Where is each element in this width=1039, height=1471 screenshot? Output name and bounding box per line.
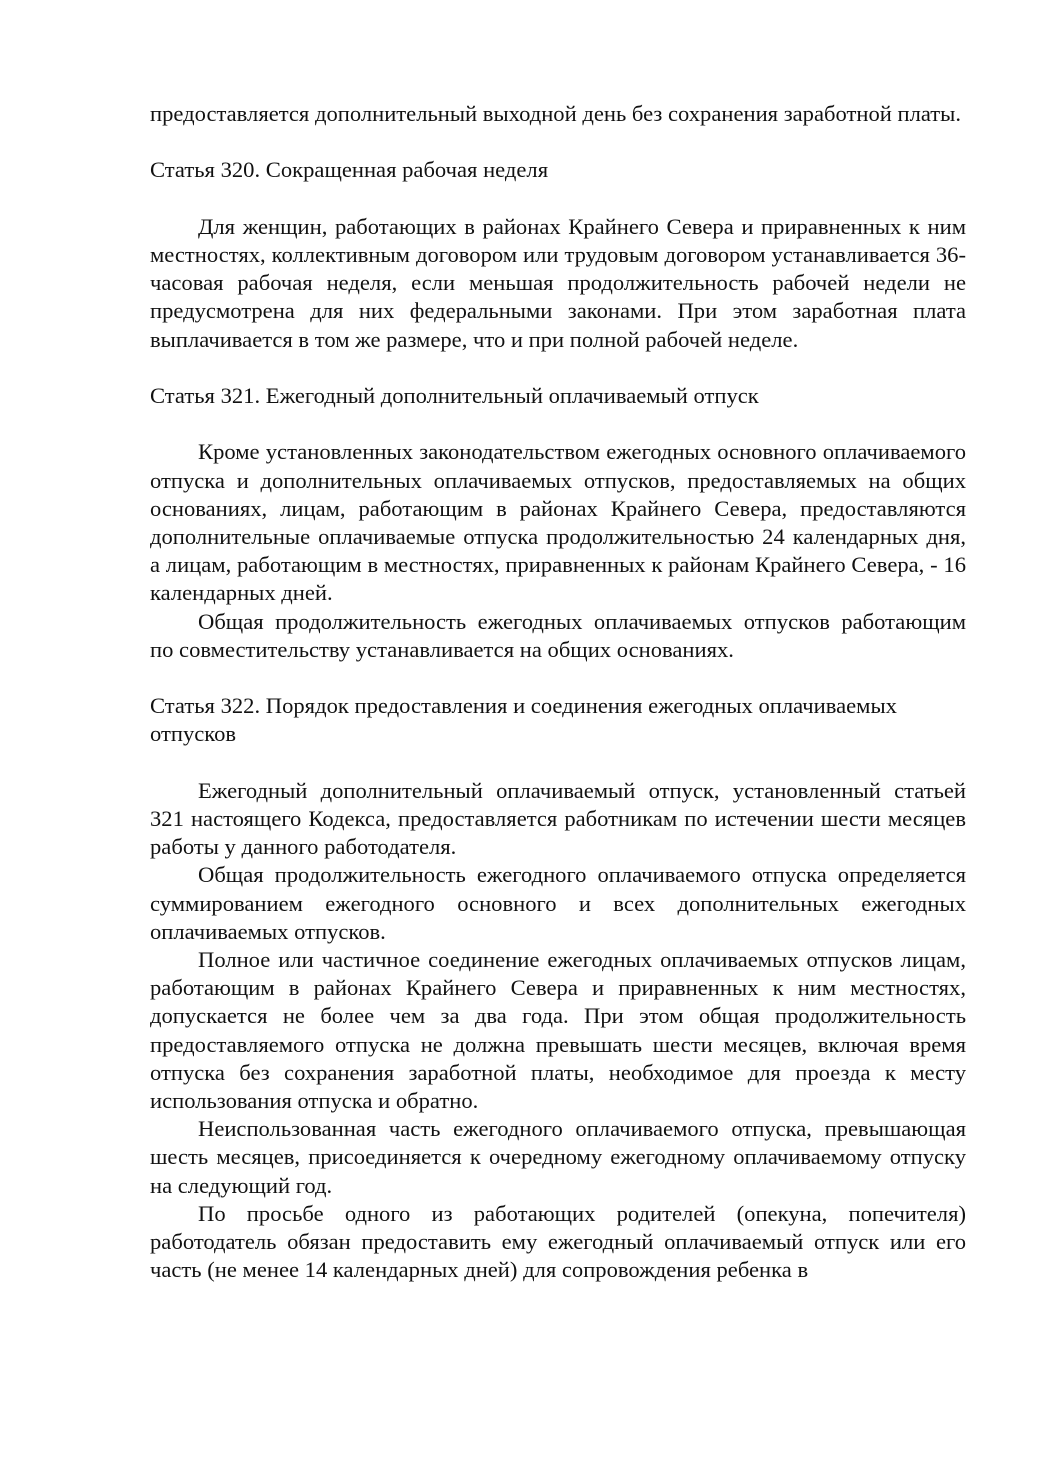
paragraph: Для женщин, работающих в районах Крайнего Севера и приравненных к ним местностях, коллективным договором или трудовым договором устанавливается 36-часовая рабочая неделя, если меньшая продолжительность рабочей недели не предусмотрена для них федеральными законами. При этом заработная плата выплачивается в том же размере, что и при полной рабочей неделе. [150,213,966,352]
paragraph: Общая продолжительность ежегодных оплачиваемых отпусков работающим по совместительству устанавливается на общих основаниях. [150,608,966,662]
article-heading: Статья 321. Ежегодный дополнительный оплачиваемый отпуск [150,382,759,408]
paragraph: Ежегодный дополнительный оплачиваемый отпуск, установленный статьей 321 настоящего Кодекса, предоставляется работникам по истечении шести месяцев работы у данного работодателя. [150,777,966,860]
paragraph: Кроме установленных законодательством ежегодных основного оплачиваемого отпуска и дополнительных оплачиваемых отпусков, предоставляемых на общих основаниях, лицам, работающим в районах Крайнего Севера, предоставляются дополнительные оплачиваемые отпуска продолжительностью 24 календарных дня, а лицам, работающим в местностях, приравненных к районам Крайнего Севера, - 16 календарных дней. [150,439,966,606]
paragraph: Общая продолжительность ежегодного оплачиваемого отпуска определяется суммированием ежегодного основного и всех дополнительных ежегодных оплачиваемых отпусков. [150,862,966,944]
paragraph: Полное или частичное соединение ежегодных оплачиваемых отпусков лицам, работающим в районах Крайнего Севера и приравненных к ним местностях, допускается не более чем за два года. При этом общая продолжительность предоставляемого отпуска не должна превышать шести месяцев, включая время отпуска без сохранения заработной платы, необходимое для проезда к месту использования отпуска и обратно. [150,947,966,1114]
paragraph: Неиспользованная часть ежегодного оплачиваемого отпуска, превышающая шесть месяцев, присоединяется к очередному ежегодному оплачиваемому отпуску на следующий год. [150,1116,966,1198]
spacer [150,354,966,382]
spacer [150,128,966,156]
spacer [150,185,966,213]
article-heading: Статья 320. Сокращенная рабочая неделя [150,157,549,183]
article-heading: Статья 322. Порядок предоставления и соединения ежегодных оплачиваемых отпусков [150,693,897,747]
spacer [150,410,966,438]
spacer [150,749,966,777]
document-page [150,100,966,1284]
spacer [150,664,966,692]
paragraph: предоставляется дополнительный выходной день без сохранения заработной платы. [150,101,962,126]
paragraph: По просьбе одного из работающих родителей (опекуна, попечителя) работодатель обязан предоставить ему ежегодный оплачиваемый отпуск или его часть (не менее 14 календарных дней) для сопровождения ребенка в [150,1200,966,1283]
